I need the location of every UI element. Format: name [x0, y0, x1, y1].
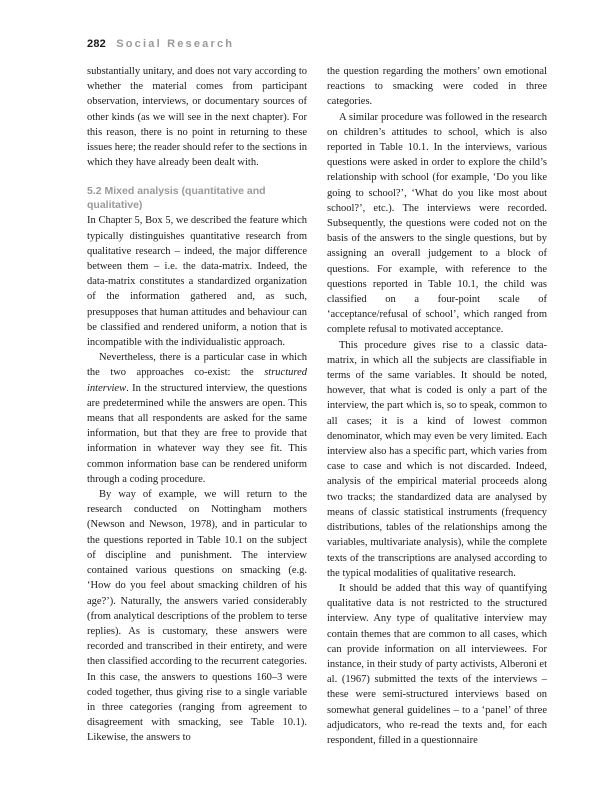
left-paragraph-3-start: Nevertheless, there is a particular case in which the two approaches co-exist: the	[87, 352, 307, 379]
right-column	[327, 64, 547, 748]
right-paragraph-4: It should be added that this way of quantifying qualitative data is not restricted to the structured interview. Any type of qualitative interview may contain themes that are common to all cases, which can provide information on all interviewees. For instance, in their study of party activists, Alberoni et al. (1967) submitted the texts of the interviews – these were semi-structured interviews based on somewhat general guidelines – to a ‘panel’ of three adjudicators, who re-read the texts and, for each respondent, filled in a questionnaire	[327, 582, 547, 746]
right-paragraph-3: This procedure gives rise to a classic data-matrix, in which all the subjects are classifiable in terms of the same variables. It should be noted, however, that what is coded is only a part of the interview, the part which is, so to speak, common to all cases; it is a kind of lowest common denominator, which may even be very limited. Each interview also has a specific part, which varies from case to case and which is not discarded. Indeed, analysis of the empirical material proceeds along two tracks; the standardized data are analysed by means of classic statistical instruments (frequency distributions, tables of the relationships among the variables, multivariate analysis), while the complete texts of the transcriptions are analysed according to the typical modalities of qualitative research.	[327, 339, 547, 579]
left-paragraph-3-end: . In the structured interview, the questions are predetermined while the answers are open. This means that all respondents are asked for the same information, but that they are free to provide that information in whatever way they see fit. This common information base can be rendered uniform through a coding procedure.	[87, 382, 307, 485]
section-heading: 5.2 Mixed analysis (quantitative and qualitative)	[87, 185, 266, 211]
structured-interview-term: structured interview	[87, 367, 307, 394]
right-paragraph-1: the question regarding the mothers’ own emotional reactions to smacking were coded in three categories.	[327, 66, 547, 108]
left-column	[87, 64, 307, 746]
left-paragraph-1: substantially unitary, and does not vary according to whether the material comes from participant observation, interviews, or documentary sources of other kinds (as we will see in the next chapter). For this reason, there is no point in returning to these issues here; the reader should refer to the sections in which they have already been dealt with.	[87, 66, 307, 169]
right-paragraph-2: A similar procedure was followed in the research on children’s attitudes to school, which is also reported in Table 10.1. In the interviews, various questions were asked in order to explore the child’s relationship with school (for example, ‘Do you like going to school?’, ‘What do you like most about school?’, etc.). The interviews were recorded. Subsequently, the questions were coded not on the basis of the answers to the single questions, but by assigning an overall judgement to a block of questions. For example, with reference to the questions reported in Table 10.1, the child was classified on a four-point scale of ‘acceptance/refusal of school’, which ranged from complete refusal to motivated acceptance.	[327, 111, 547, 336]
book-title: Social Research	[116, 38, 235, 50]
running-head	[87, 38, 234, 50]
left-paragraph-4: By way of example, we will return to the research conducted on Nottingham mothers (Newson and Newson, 1978), and in particular to the questions reported in Table 10.1 on the subject of discipline and punishment. The interview contained various questions on smacking (e.g. ‘How do you feel about smacking children of his age?’). Naturally, the answers varied considerably (from analytical descriptions of the problem to terse replies). As is customary, these answers were recorded and transcribed in their entirety, and were then classified according to the recurrent categories. In this case, the answers to questions 160–3 were coded together, thus giving rise to a single variable in three categories (ranging from agreement to disagreement with smacking, see Table 10.1). Likewise, the answers to	[87, 489, 307, 744]
left-paragraph-2: In Chapter 5, Box 5, we described the feature which typically distinguishes quantitative research from qualitative research – indeed, the major difference between them – i.e. the data-matrix. Indeed, the data-matrix constitutes a standardized organization of the information gathered and, as such, presupposes that human attitudes and behaviour can be classified and rendered uniform, a notion that is incompatible with the individualistic approach.	[87, 215, 307, 349]
page-number: 282	[87, 38, 106, 50]
left-paragraph-3	[87, 350, 307, 487]
